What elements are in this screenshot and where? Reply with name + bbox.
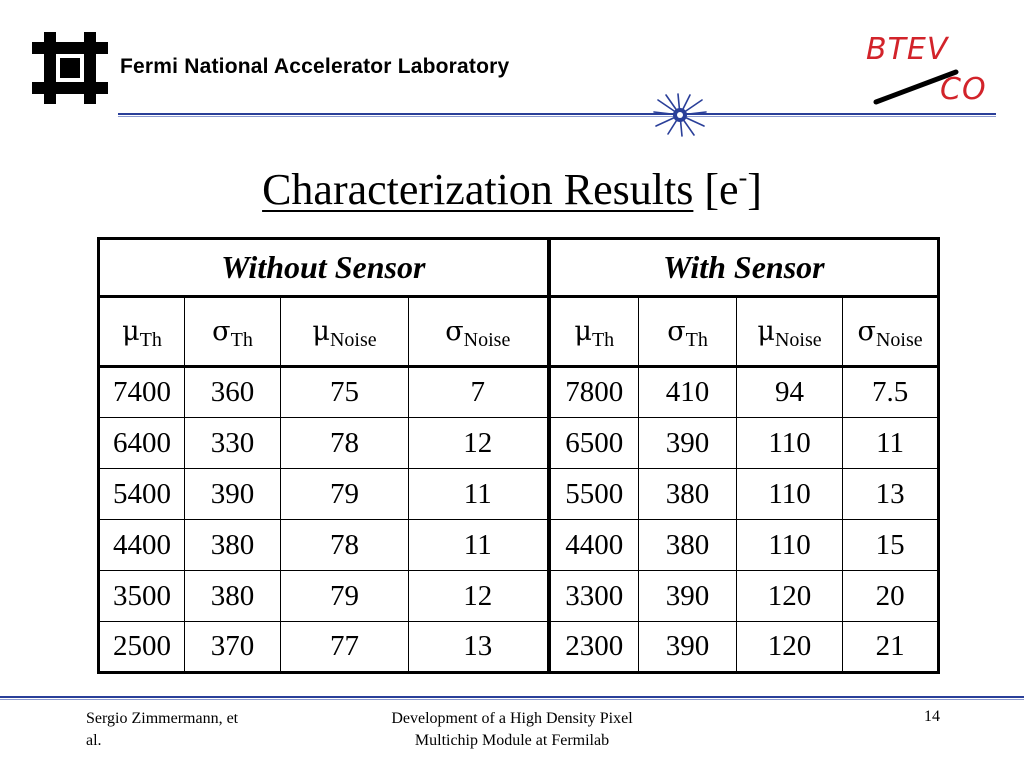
column-header [281,297,409,367]
table-cell: 390 [185,469,281,520]
column-subscript: Noise [875,329,923,351]
table-cell: 330 [185,418,281,469]
table-cell: 7 [409,367,549,418]
column-subscript: Th [139,329,162,351]
group-header-with-sensor: With Sensor [549,239,939,297]
lab-name: Fermi National Accelerator Laboratory [120,55,510,78]
table-cell: 410 [639,367,737,418]
group-header-without-sensor: Without Sensor [99,239,549,297]
table-cell: 11 [843,418,939,469]
table-cell: 6500 [549,418,639,469]
table-cell: 380 [639,520,737,571]
table-cell: 2300 [549,622,639,673]
column-header [99,297,185,367]
footer-author-line1: Sergio Zimmermann, et [86,710,239,727]
table-cell: 4400 [549,520,639,571]
column-symbol: σ [445,316,464,347]
column-header [737,297,843,367]
column-header [843,297,939,367]
btev-logo-text: BTEV [866,32,949,67]
table-row [99,469,939,520]
table-cell: 4400 [99,520,185,571]
table-cell: 21 [843,622,939,673]
table-cell: 11 [409,520,549,571]
table-cell: 7400 [99,367,185,418]
column-symbol: σ [667,316,686,347]
column-header [549,297,639,367]
results-table [97,237,937,670]
table-row [99,418,939,469]
column-symbol: σ [857,316,876,347]
table-row [99,571,939,622]
footer-title-line2: Multichip Module at Fermilab [414,732,610,749]
table-cell: 5500 [549,469,639,520]
table-cell: 390 [639,418,737,469]
particle-burst-icon [652,92,708,138]
column-subscript: Noise [329,329,377,351]
footer-author [86,708,286,752]
table-cell: 77 [281,622,409,673]
table-cell: 11 [409,469,549,520]
btev-logo-co-text: CO [940,72,987,107]
table-cell: 12 [409,571,549,622]
title-main: Characterization Results [262,165,694,214]
footer-author-line2: al. [86,732,102,749]
footer-talk-title [362,708,662,752]
table-cell: 13 [843,469,939,520]
table-cell: 2500 [99,622,185,673]
table-cell: 7800 [549,367,639,418]
table-cell: 110 [737,469,843,520]
column-subscript: Th [591,329,615,351]
table-cell: 390 [639,622,737,673]
table-cell: 120 [737,622,843,673]
table-row [99,520,939,571]
table-cell: 110 [737,418,843,469]
column-symbol: σ [212,316,231,347]
column-subscript: Noise [774,329,822,351]
table-cell: 79 [281,571,409,622]
column-symbol: μ [122,316,140,347]
column-symbol: μ [574,316,592,347]
footer-title-line1: Development of a High Density Pixel [391,710,633,727]
table-row [99,367,939,418]
table-cell: 390 [639,571,737,622]
table-cell: 78 [281,520,409,571]
table-row [99,622,939,673]
table-cell: 75 [281,367,409,418]
column-subscript: Noise [463,329,511,351]
title-unit-sup: - [738,163,748,192]
table-cell: 94 [737,367,843,418]
column-subscript: Th [685,329,708,351]
btev-logo [862,32,986,114]
table-cell: 120 [737,571,843,622]
footer-rule [0,696,1024,701]
slide-title [0,164,1024,215]
table-cell: 5400 [99,469,185,520]
table-cell: 15 [843,520,939,571]
table-cell: 13 [409,622,549,673]
column-header [639,297,737,367]
page-number: 14 [924,708,940,725]
table-cell: 20 [843,571,939,622]
title-unit-prefix: [e [693,165,739,214]
table-cell: 3500 [99,571,185,622]
table-cell: 78 [281,418,409,469]
table-cell: 12 [409,418,549,469]
table-cell: 370 [185,622,281,673]
table-cell: 110 [737,520,843,571]
column-symbol: μ [757,316,775,347]
fermilab-logo-icon [30,28,110,108]
table-cell: 360 [185,367,281,418]
table-cell: 6400 [99,418,185,469]
column-subscript: Th [230,329,253,351]
title-unit-suffix: ] [747,165,762,214]
column-header [185,297,281,367]
table-cell: 3300 [549,571,639,622]
column-symbol: μ [312,316,330,347]
table-cell: 380 [639,469,737,520]
table-cell: 7.5 [843,367,939,418]
table-cell: 380 [185,520,281,571]
table-cell: 79 [281,469,409,520]
column-header [409,297,549,367]
table-cell: 380 [185,571,281,622]
